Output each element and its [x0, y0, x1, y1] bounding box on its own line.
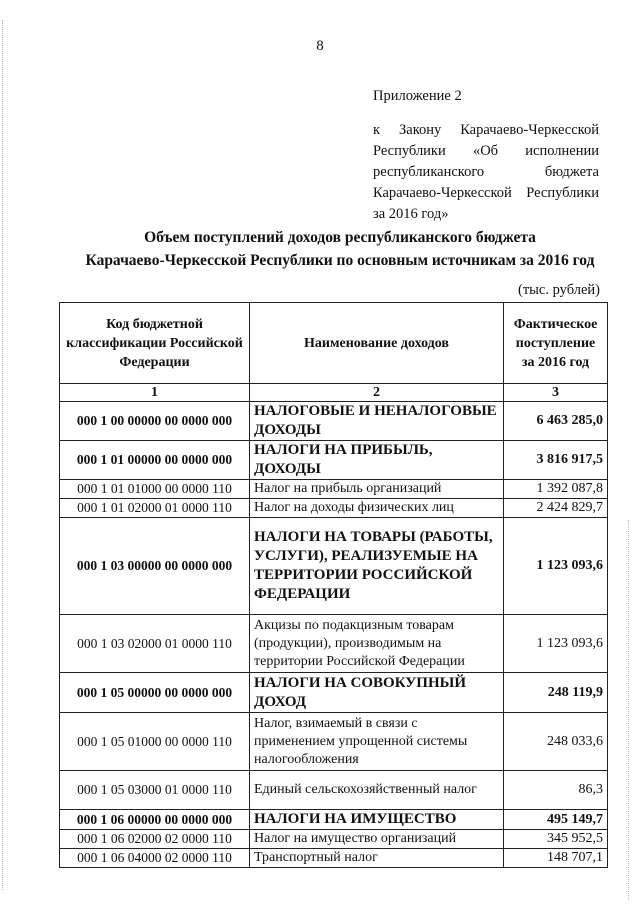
table-row	[60, 402, 608, 441]
table-row	[60, 810, 608, 830]
row-code: 000 1 05 00000 00 0000 000	[60, 673, 250, 713]
row-value: 1 392 087,8	[504, 480, 608, 499]
row-name: НАЛОГОВЫЕ И НЕНАЛОГОВЫЕ ДОХОДЫ	[250, 402, 504, 441]
scan-edge-line	[2, 20, 4, 890]
table-row	[60, 771, 608, 810]
row-value: 2 424 829,7	[504, 499, 608, 518]
row-name: Налог на имущество организаций	[250, 830, 504, 849]
row-value: 248 033,6	[504, 713, 608, 771]
column-number-row	[60, 384, 608, 402]
row-name: Налог, взимаемый в связи с применением упрощенной системы налогообложения	[250, 713, 504, 771]
row-code: 000 1 03 00000 00 0000 000	[60, 518, 250, 615]
revenue-table	[59, 302, 608, 868]
table-row	[60, 830, 608, 849]
scan-edge-line-right	[628, 520, 630, 900]
table-row	[60, 518, 608, 615]
row-name: НАЛОГИ НА ПРИБЫЛЬ, ДОХОДЫ	[250, 441, 504, 480]
table-row	[60, 441, 608, 480]
table-row	[60, 673, 608, 713]
row-value: 6 463 285,0	[504, 402, 608, 441]
row-value: 1 123 093,6	[504, 615, 608, 673]
row-code: 000 1 01 00000 00 0000 000	[60, 441, 250, 480]
row-name: Транспортный налог	[250, 849, 504, 868]
document-title-line-1: Объем поступлений доходов республиканского бюджета	[144, 229, 536, 246]
row-value: 345 952,5	[504, 830, 608, 849]
column-number: 3	[504, 384, 608, 402]
table-row	[60, 480, 608, 499]
row-code: 000 1 06 04000 02 0000 110	[60, 849, 250, 868]
document-title	[60, 226, 620, 272]
row-code: 000 1 03 02000 01 0000 110	[60, 615, 250, 673]
row-value: 3 816 917,5	[504, 441, 608, 480]
table-row	[60, 713, 608, 771]
table-row	[60, 849, 608, 868]
row-value: 148 707,1	[504, 849, 608, 868]
row-code: 000 1 06 00000 00 0000 000	[60, 810, 250, 830]
row-name: НАЛОГИ НА ТОВАРЫ (РАБОТЫ, УСЛУГИ), РЕАЛИЗУЕМЫЕ НА ТЕРРИТОРИИ РОССИЙСКОЙ ФЕДЕРАЦИИ	[250, 518, 504, 615]
row-name: Налог на доходы физических лиц	[250, 499, 504, 518]
column-number: 1	[60, 384, 250, 402]
table-header-row	[60, 303, 608, 384]
row-code: 000 1 05 01000 00 0000 110	[60, 713, 250, 771]
row-code: 000 1 01 02000 01 0000 110	[60, 499, 250, 518]
table-row	[60, 615, 608, 673]
page-number: 8	[316, 38, 324, 54]
row-code: 000 1 05 03000 01 0000 110	[60, 771, 250, 810]
row-name: Налог на прибыль организаций	[250, 480, 504, 499]
appendix-title: Приложение 2	[373, 88, 462, 104]
table-row	[60, 499, 608, 518]
row-value: 1 123 093,6	[504, 518, 608, 615]
row-name: НАЛОГИ НА СОВОКУПНЫЙ ДОХОД	[250, 673, 504, 713]
row-name: Единый сельскохозяйственный налог	[250, 771, 504, 810]
row-code: 000 1 01 01000 00 0000 110	[60, 480, 250, 499]
units-label: (тыс. рублей)	[518, 282, 600, 298]
row-code: 000 1 00 00000 00 0000 000	[60, 402, 250, 441]
header-value: Фактическое поступление за 2016 год	[504, 303, 608, 384]
column-number: 2	[250, 384, 504, 402]
row-name: Акцизы по подакцизным товарам (продукции), производимым на территории Российской Федерации	[250, 615, 504, 673]
appendix-block	[373, 86, 599, 225]
header-name: Наименование доходов	[250, 303, 504, 384]
header-code: Код бюджетной классификации Российской Федерации	[60, 303, 250, 384]
row-value: 248 119,9	[504, 673, 608, 713]
row-value: 495 149,7	[504, 810, 608, 830]
row-code: 000 1 06 02000 02 0000 110	[60, 830, 250, 849]
row-name: НАЛОГИ НА ИМУЩЕСТВО	[250, 810, 504, 830]
row-value: 86,3	[504, 771, 608, 810]
document-title-line-2: Карачаево-Черкесской Республики по основным источникам за 2016 год	[85, 252, 595, 269]
appendix-text: к Закону Карачаево-Черкесской Республики «Об исполнении республиканского бюджета Карачаево-Черкесской Республики за 2016 год»	[373, 122, 599, 222]
